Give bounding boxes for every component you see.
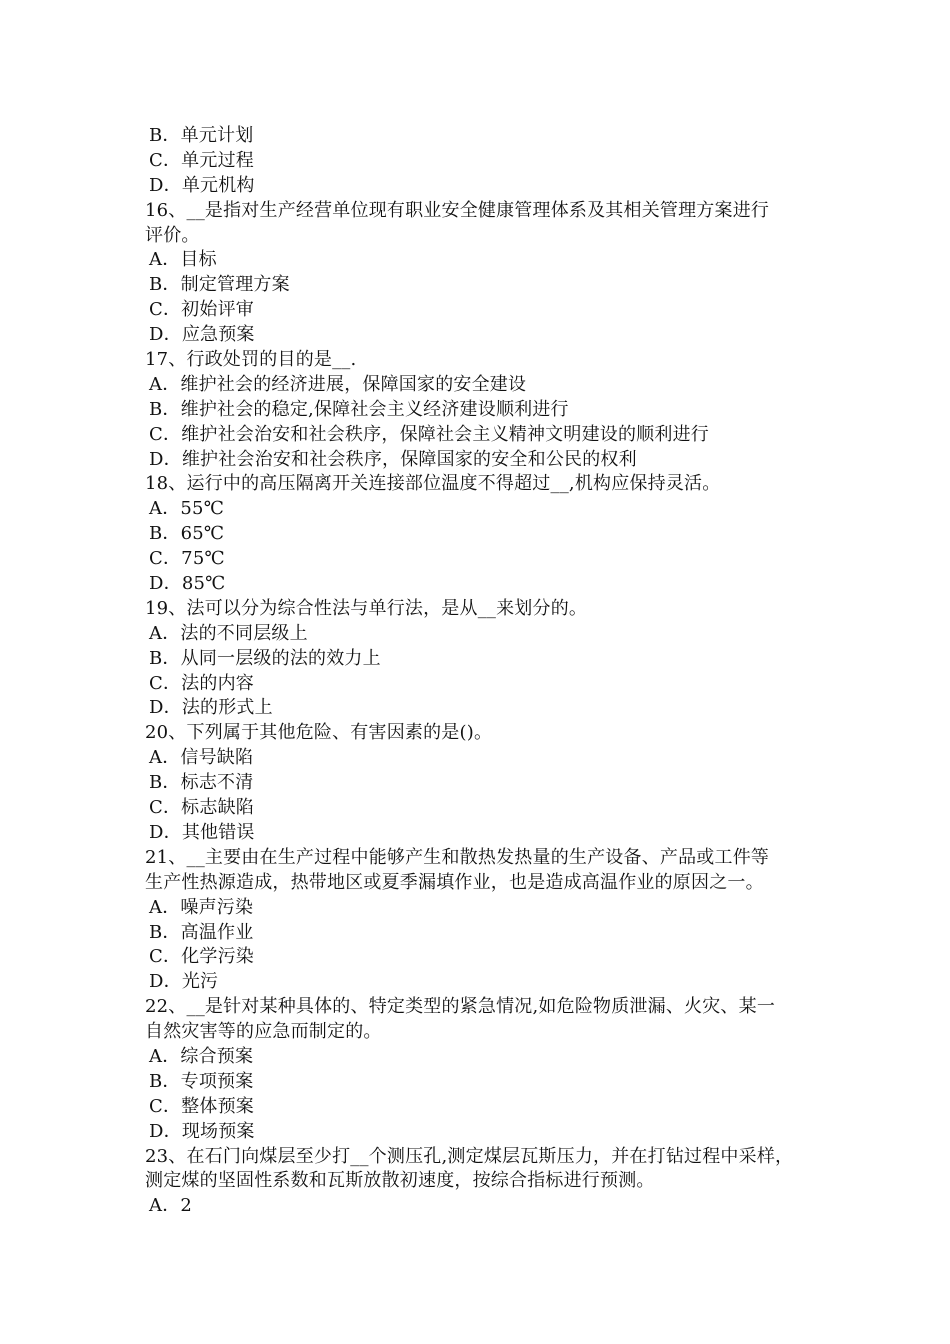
answer-option-line: A．55℃ [149,498,225,520]
answer-option-line: B．维护社会的稳定,保障社会主义经济建设顺利进行 [149,398,569,420]
answer-option-line: D．85℃ [149,573,226,595]
question-text-line: 17、行政处罚的目的是__. [145,349,357,371]
answer-option-line: B．标志不清 [149,772,254,794]
question-text-line: 22、__是针对某种具体的、特定类型的紧急情况,如危险物质泄漏、火灾、某一 [145,996,776,1018]
answer-option-line: B．65℃ [149,523,225,545]
answer-option-line: A．法的不同层级上 [149,622,308,644]
answer-option-line: C．法的内容 [149,672,254,694]
question-text-line: 生产性热源造成，热带地区或夏季漏填作业，也是造成高温作业的原因之一。 [145,871,764,893]
answer-option-line: D．光污 [149,971,219,993]
answer-option-line: B．单元计划 [149,125,254,146]
question-text-line: 评价。 [145,224,200,246]
answer-option-line: D．其他错误 [149,821,255,843]
answer-option-line: C．化学污染 [149,946,254,968]
answer-option-line: A．噪声污染 [149,896,254,918]
answer-option-line: D．现场预案 [149,1120,255,1142]
answer-option-line: C．75℃ [149,548,225,570]
answer-option-line: B．专项预案 [149,1070,254,1092]
answer-option-line: B．从同一层级的法的效力上 [149,647,381,669]
answer-option-line: D．应急预案 [149,324,255,346]
answer-option-line: A．信号缺陷 [149,747,254,769]
answer-option-line: C．标志缺陷 [149,797,254,819]
answer-option-line: C．维护社会治安和社会秩序，保障社会主义精神文明建设的顺利进行 [149,423,709,445]
answer-option-line: A．2 [149,1195,193,1217]
document-body [145,124,835,1219]
answer-option-line: C．初始评审 [149,299,254,321]
answer-option-line: A．综合预案 [149,1045,254,1067]
question-text-line: 21、__主要由在生产过程中能够产生和散热发热量的生产设备、产品或工件等 [145,846,770,868]
answer-option-line: B．高温作业 [149,921,254,943]
answer-option-line: A．维护社会的经济进展，保障国家的安全建设 [149,373,527,395]
question-text-line: 23、在石门向煤层至少打__个测压孔,测定煤层瓦斯压力，并在打钻过程中采样， [145,1145,794,1167]
answer-option-line: C．整体预案 [149,1095,254,1117]
answer-option-line: A．目标 [149,249,217,271]
question-text-line: 18、运行中的高压隔离开关连接部位温度不得超过__,机构应保持灵活。 [145,473,721,495]
question-text-line: 20、下列属于其他危险、有害因素的是()。 [145,722,493,744]
answer-option-line: D．法的形式上 [149,697,273,719]
answer-option-line: C．单元过程 [149,149,254,171]
question-text-line: 测定煤的坚固性系数和瓦斯放散初速度，按综合指标进行预测。 [145,1170,655,1192]
answer-option-line: D．维护社会治安和社会秩序，保障国家的安全和公民的权利 [149,448,637,470]
question-text-line: 19、法可以分为综合性法与单行法，是从__来划分的。 [145,597,588,619]
question-text-line: 自然灾害等的应急而制定的。 [145,1021,382,1043]
answer-option-line: B．制定管理方案 [149,274,290,296]
question-text-line: 16、__是指对生产经营单位现有职业安全健康管理体系及其相关管理方案进行 [145,199,770,221]
answer-option-line: D．单元机构 [149,174,255,196]
